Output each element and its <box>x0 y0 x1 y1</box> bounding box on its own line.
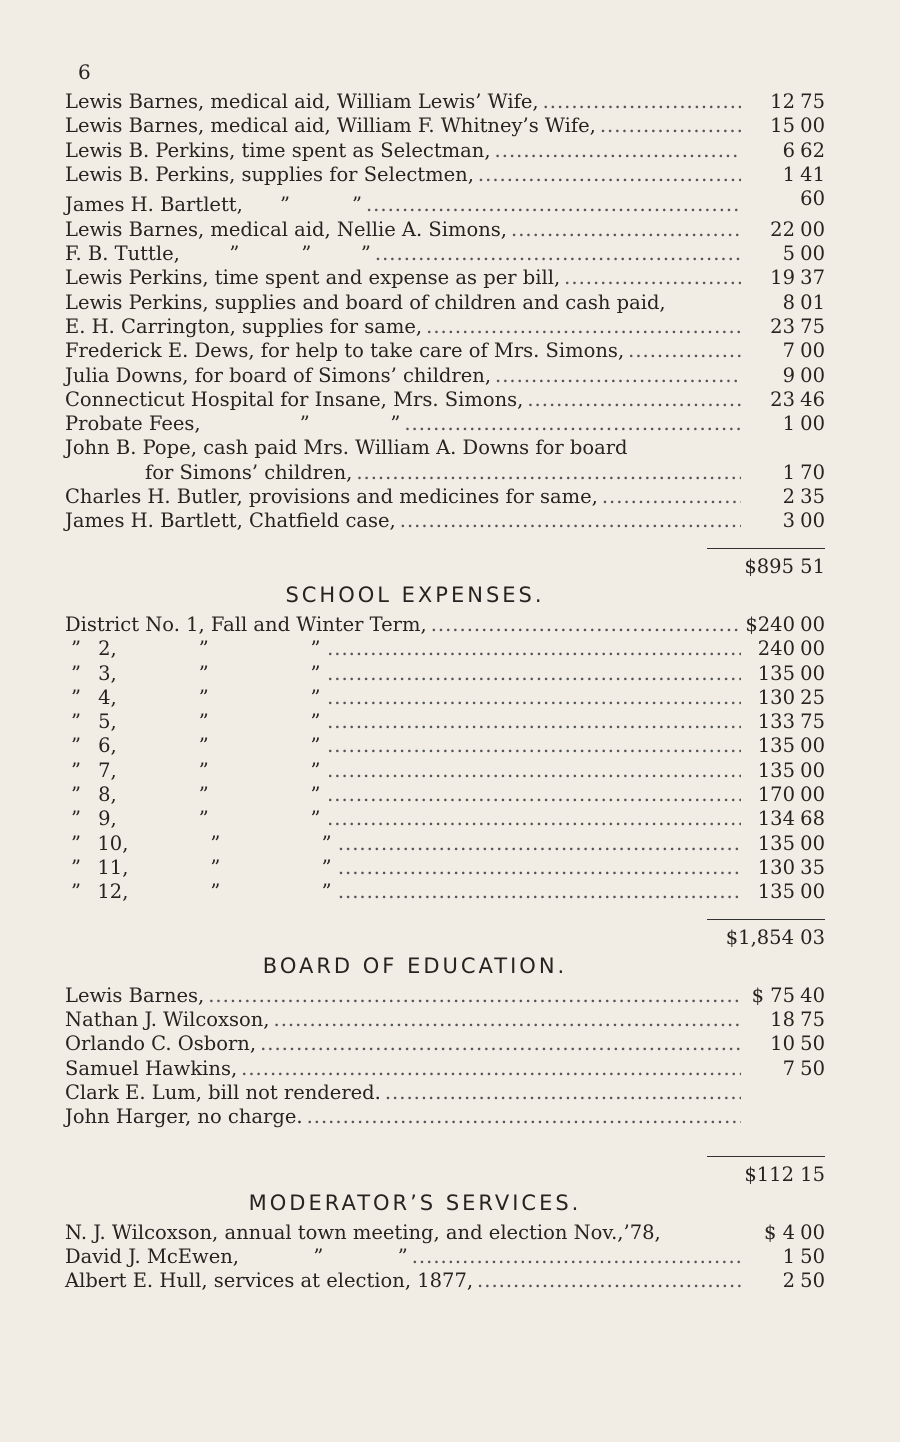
section-total: $112 15 <box>744 1162 825 1186</box>
row-amount: 60 <box>800 187 825 211</box>
row-amount: 135 00 <box>757 831 825 855</box>
row-amount: 240 00 <box>757 637 825 661</box>
district-number: 10, <box>97 831 129 855</box>
row-amount: 5 00 <box>782 242 825 266</box>
row-amount: 23 46 <box>770 387 825 411</box>
row-description: for Simons’ children, <box>145 460 353 484</box>
row-description: Lewis Perkins, time spent and expense as per bill, <box>65 266 561 290</box>
section-misc-expenses <box>65 90 825 534</box>
row-description: James H. Bartlett, Chatfield case, <box>65 509 396 533</box>
ledger-row <box>65 388 825 412</box>
row-amount: 15 00 <box>770 114 825 138</box>
ledger-row <box>65 1032 825 1056</box>
row-amount: 12 75 <box>770 90 825 113</box>
district-number: 7, <box>98 758 117 782</box>
district-row: ” 12, ” ” ..... 135 00 <box>65 880 825 904</box>
district-number: 5, <box>98 710 117 734</box>
row-description: John B. Pope, cash paid Mrs. William A. Downs for board <box>65 436 628 460</box>
row-description: Lewis Barnes, <box>65 983 205 1007</box>
row-amount: 10 50 <box>770 1032 825 1056</box>
district-row: ” 4, ” ” ..... 130 25 <box>65 686 825 710</box>
sum-rule <box>707 1156 825 1157</box>
row-amount: 7 50 <box>782 1056 825 1080</box>
row-description: Lewis Barnes, medical aid, William F. Whitney’s Wife, <box>65 114 596 138</box>
row-amount: 130 35 <box>757 855 825 879</box>
ledger-row <box>65 187 825 218</box>
sum-rule <box>707 548 825 549</box>
ledger-row <box>65 291 825 315</box>
ledger-row <box>65 436 825 460</box>
row-description: F. B. Tuttle, ” ” ” <box>65 242 371 266</box>
row-amount: 135 00 <box>757 880 825 904</box>
ledger-row <box>65 163 825 187</box>
district-number: 11, <box>97 855 129 879</box>
ledger-row <box>65 218 825 242</box>
section-heading: SCHOOL EXPENSES. <box>285 582 545 607</box>
section-school-expenses <box>65 637 825 904</box>
row-amount: $ 75 40 <box>751 983 825 1007</box>
row-amount: 170 00 <box>757 783 825 807</box>
sum-rule <box>707 919 825 920</box>
row-amount: 19 37 <box>770 266 825 290</box>
row-description: Nathan J. Wilcoxson, <box>65 1008 270 1032</box>
row-description: Charles H. Butler, provisions and medicines for same, <box>65 485 598 509</box>
district-row: ” 8, ” ” ..... 170 00 <box>65 783 825 807</box>
ledger-row <box>65 1081 825 1105</box>
section-total: $1,854 03 <box>725 925 825 949</box>
row-amount: $ 4 00 <box>763 1220 825 1244</box>
ledger-row <box>65 412 825 436</box>
row-amount: 8 01 <box>782 290 825 314</box>
district-number: 2, <box>98 637 117 661</box>
row-description: Lewis Barnes, medical aid, Nellie A. Simons, <box>65 217 507 241</box>
row-description: Albert E. Hull, services at election, 1877, <box>65 1269 474 1293</box>
ledger-row <box>65 984 825 1008</box>
row-amount: 1 50 <box>782 1245 825 1269</box>
district-number: 9, <box>98 807 117 831</box>
row-description: John Harger, no charge. <box>65 1105 303 1129</box>
district-row: ” 9, ” ” ..... 134 68 <box>65 807 825 831</box>
section-board-of-education <box>65 984 825 1130</box>
section-total: $895 51 <box>744 554 825 578</box>
district-row: ” 5, ” ” ..... 133 75 <box>65 710 825 734</box>
ledger-row <box>65 90 825 114</box>
page-number: 6 <box>78 60 91 84</box>
row-amount: 134 68 <box>757 807 825 831</box>
row-amount: 7 00 <box>782 339 825 363</box>
row-description: Lewis Barnes, medical aid, William Lewis’ Wife, <box>65 90 539 113</box>
district-number: 8, <box>98 783 117 807</box>
row-amount: 3 00 <box>782 509 825 533</box>
ledger-row <box>65 364 825 388</box>
section-moderators-services <box>65 1221 825 1294</box>
row-description: E. H. Carrington, supplies for same, <box>65 314 423 338</box>
ledger-row <box>65 242 825 266</box>
row-amount: 2 50 <box>782 1269 825 1293</box>
district-row: ” 11, ” ” ..... 130 35 <box>65 856 825 880</box>
row-description: Lewis B. Perkins, supplies for Selectmen, <box>65 162 474 186</box>
district-number: 6, <box>98 734 117 758</box>
row-description: Probate Fees, ” ” <box>65 412 401 436</box>
ledger-row <box>65 509 825 533</box>
ledger-row: District No. 1, Fall and Winter Term, ..... $240 00 <box>65 613 825 637</box>
row-description: Orlando C. Osborn, <box>65 1032 257 1056</box>
district-row: ” 3, ” ” ..... 135 00 <box>65 662 825 686</box>
row-amount: 135 00 <box>757 661 825 685</box>
ledger-row <box>65 1057 825 1081</box>
row-amount: 22 00 <box>770 217 825 241</box>
row-amount: 9 00 <box>782 363 825 387</box>
section-heading: BOARD OF EDUCATION. <box>262 953 568 978</box>
row-description: David J. McEwen, ” ” <box>65 1245 408 1269</box>
row-amount: 6 62 <box>782 138 825 162</box>
row-amount: 133 75 <box>757 710 825 734</box>
row-description: Connecticut Hospital for Insane, Mrs. Simons, <box>65 387 524 411</box>
district-row: ” 7, ” ” ..... 135 00 <box>65 759 825 783</box>
district-row: ” 10, ” ” ..... 135 00 <box>65 832 825 856</box>
ledger-row <box>65 1245 825 1269</box>
row-amount: 130 25 <box>757 685 825 709</box>
ledger-row <box>65 461 825 485</box>
row-amount: 135 00 <box>757 734 825 758</box>
ledger-row <box>65 1105 825 1129</box>
row-description: Samuel Hawkins, <box>65 1056 238 1080</box>
ledger <box>65 90 825 1294</box>
row-description: Julia Downs, for board of Simons’ children, <box>65 363 492 387</box>
row-description: N. J. Wilcoxson, annual town meeting, and election Nov.,’78, <box>65 1220 661 1244</box>
ledger-row <box>65 315 825 339</box>
ledger-row <box>65 1269 825 1293</box>
district-row: ” 6, ” ” ..... 135 00 <box>65 734 825 758</box>
district-number: 3, <box>98 661 117 685</box>
row-description: Lewis B. Perkins, time spent as Selectman, <box>65 138 491 162</box>
section-heading: MODERATOR’S SERVICES. <box>248 1190 582 1215</box>
district-number: 12, <box>97 880 129 904</box>
row-description: Frederick E. Dews, for help to take care of Mrs. Simons, <box>65 339 625 363</box>
row-amount: 1 70 <box>782 460 825 484</box>
ledger-row <box>65 1221 825 1245</box>
row-description: James H. Bartlett, ” ” <box>65 193 362 217</box>
row-description: Clark E. Lum, bill not rendered. <box>65 1080 381 1104</box>
ledger-row <box>65 485 825 509</box>
district-row: ” 2, ” ” ..... 240 00 <box>65 637 825 661</box>
row-amount: 135 00 <box>757 758 825 782</box>
district-number: 4, <box>98 685 117 709</box>
ledger-row <box>65 1008 825 1032</box>
row-description: Lewis Perkins, supplies and board of children and cash paid, <box>65 290 666 314</box>
ledger-row <box>65 114 825 138</box>
row-amount: 23 75 <box>770 314 825 338</box>
row-amount: 2 35 <box>782 485 825 509</box>
ledger-row <box>65 339 825 363</box>
ledger-row <box>65 266 825 290</box>
row-amount: 18 75 <box>770 1008 825 1032</box>
ledger-row <box>65 139 825 163</box>
row-amount: 1 41 <box>782 162 825 186</box>
row-amount: 1 00 <box>782 412 825 436</box>
